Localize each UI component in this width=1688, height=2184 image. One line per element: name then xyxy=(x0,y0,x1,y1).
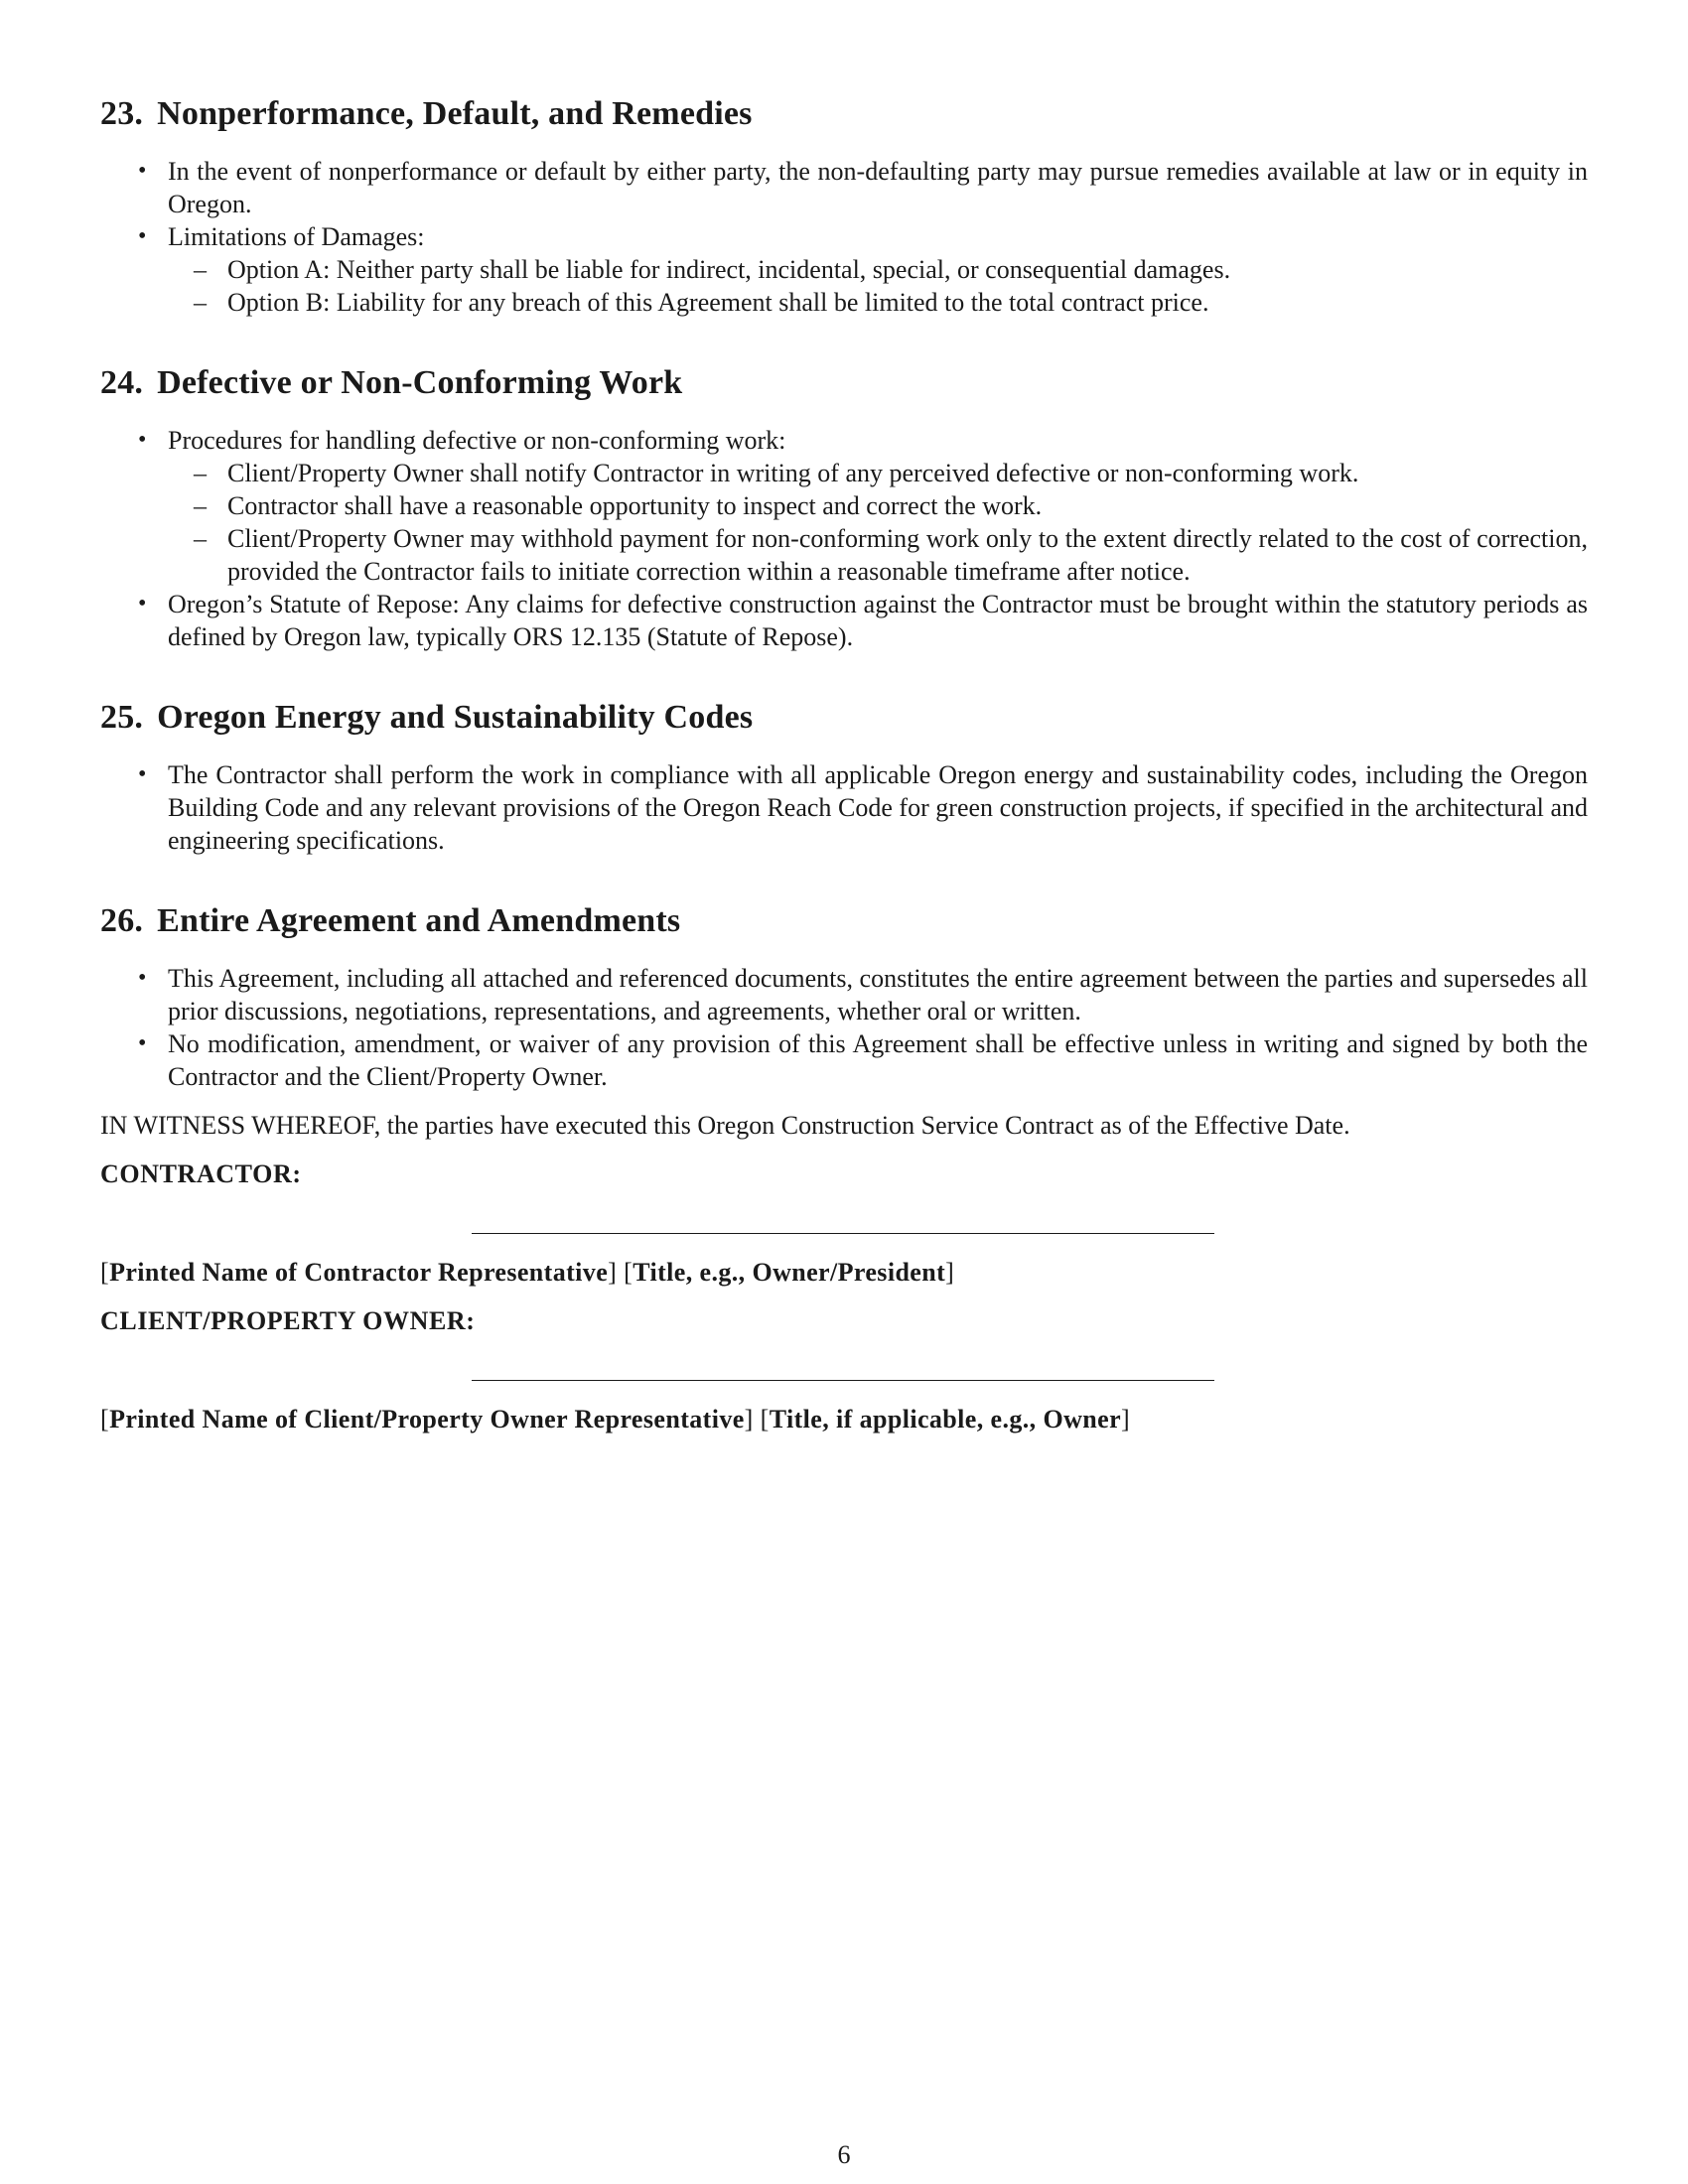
list-item: • Oregon’s Statute of Repose: Any claims for defective construction against the Contractor must be brought within the statutory periods as defined by Oregon law, typically ORS 12.135 (Statute of Repose). xyxy=(100,588,1588,653)
list-item: • In the event of nonperformance or default by either party, the non-defaulting party may pursue remedies available at law or in equity in Oregon. xyxy=(100,155,1588,220)
client-printed-name: [Printed Name of Client/Property Owner Representative] [Title, if applicable, e.g., Owner] xyxy=(100,1405,1131,1433)
sub-list-item: – Option B: Liability for any breach of this Agreement shall be limited to the total contract price. xyxy=(164,286,1588,319)
client-label: CLIENT/PROPERTY OWNER: xyxy=(100,1306,476,1335)
section-heading: 25. Oregon Energy and Sustainability Codes xyxy=(100,699,754,736)
list-item: • The Contractor shall perform the work in compliance with all applicable Oregon energy and sustainability codes, including the Oregon Building Code and any relevant provisions of the Oregon Reach Code for green construction projects, if specified in the architectural and engineering specifications. xyxy=(100,758,1588,857)
contractor-printed-name: [Printed Name of Contractor Representative] [Title, e.g., Owner/President] xyxy=(100,1258,955,1287)
section-heading: 24. Defective or Non-Conforming Work xyxy=(100,364,683,401)
client-signature-line xyxy=(472,1380,1214,1381)
section-heading: 26. Entire Agreement and Amendments xyxy=(100,902,681,939)
document-page xyxy=(100,91,1588,1451)
page-number: 6 xyxy=(837,2140,851,2169)
list-item: • This Agreement, including all attached and referenced documents, constitutes the entire agreement between the parties and supersedes all prior discussions, negotiations, representations, and agreements, whether oral or written. xyxy=(100,962,1588,1027)
list-item: • No modification, amendment, or waiver of any provision of this Agreement shall be effective unless in writing and signed by both the Contractor and the Client/Property Owner. xyxy=(100,1027,1588,1093)
list-item: • Limitations of Damages: – Option A: Neither party shall be liable for indirect, incidental, special, or consequential damages. – Option B: Liability for any breach of this Agreement shall be limited to the total contract price. xyxy=(100,220,1588,319)
sub-list xyxy=(164,457,1588,588)
sub-list-item: – Client/Property Owner shall notify Contractor in writing of any perceived defective or non-conforming work. xyxy=(164,457,1588,489)
sub-list xyxy=(164,253,1588,319)
client-signature-block xyxy=(100,1304,1588,1435)
contractor-label: CONTRACTOR: xyxy=(100,1160,302,1188)
sub-list-item: – Contractor shall have a reasonable opportunity to inspect and correct the work. xyxy=(164,489,1588,522)
section-25 xyxy=(100,695,1588,857)
section-heading: 23. Nonperformance, Default, and Remedies xyxy=(100,95,753,132)
bullet-list xyxy=(100,155,1588,319)
sub-list-item: – Option A: Neither party shall be liable for indirect, incidental, special, or consequential damages. xyxy=(164,253,1588,286)
sub-list-item: – Client/Property Owner may withhold payment for non-conforming work only to the extent directly related to the cost of correction, provided the Contractor fails to initiate correction within a reasonable timeframe after notice. xyxy=(164,522,1588,588)
contractor-signature-line xyxy=(472,1233,1214,1234)
bullet-list xyxy=(100,424,1588,653)
witness-statement: IN WITNESS WHEREOF, the parties have executed this Oregon Construction Service Contract as of the Effective Date. xyxy=(100,1111,1350,1140)
contractor-signature-block xyxy=(100,1158,1588,1289)
section-26 xyxy=(100,898,1588,1093)
list-item: • Procedures for handling defective or non-conforming work: – Client/Property Owner shall notify Contractor in writing of any perceived defective or non-conforming work. – Contractor shall have a reasonable opportunity to inspect and correct the work. – Client/Property Owner may withhold payment for non-conforming work only to the extent directly related to the cost of correction, provided the Contractor fails to initiate correction within a reasonable timeframe after notice. xyxy=(100,424,1588,588)
bullet-list xyxy=(100,962,1588,1093)
section-24 xyxy=(100,360,1588,653)
section-23 xyxy=(100,91,1588,319)
bullet-list xyxy=(100,758,1588,857)
